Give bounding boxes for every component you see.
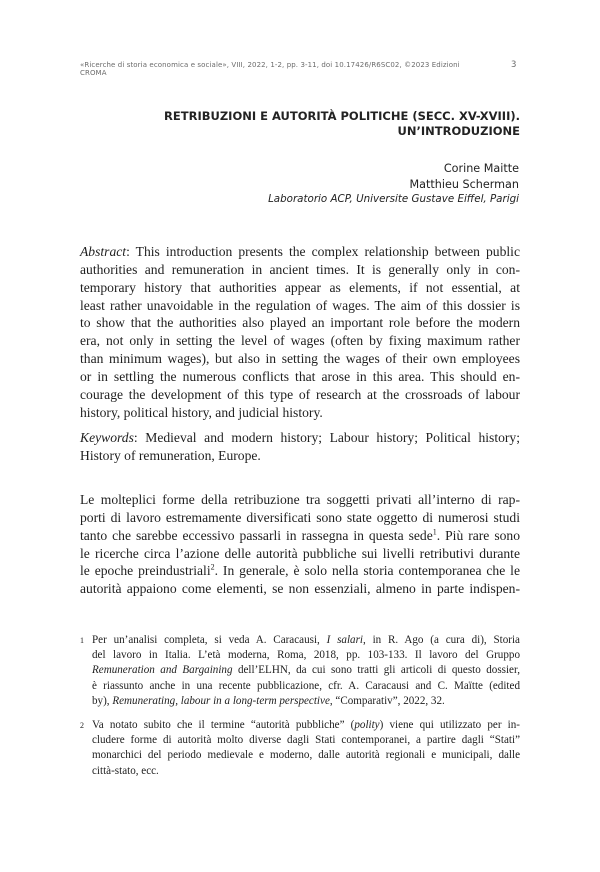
body-line	[80, 527, 520, 545]
abstract-text: era, not only in setting the level of wages (often by fixing maximum rather	[80, 333, 520, 349]
abstract-label: Abstract	[80, 244, 127, 259]
body-fragment: . In generale, è solo nella storia contemporanea che le	[214, 563, 520, 579]
footnote-fragment: Remunerating, labour in a long-term perspective	[112, 694, 330, 707]
footnote-line: monarchici del periodo medievale e moderno, dalle autorità regionali e municipali, dalle	[92, 749, 520, 762]
body-line: autorità appaiono come elementi, se non essenziali, almeno in parte indispen-	[80, 581, 520, 597]
abstract	[80, 243, 520, 421]
footnote-line: è riassunto anche in una recente pubblicazione, cfr. A. Caracausi and C. Maïtte (edited	[92, 679, 520, 692]
abstract-text: history, political history, and judicial history.	[80, 404, 323, 420]
body-fragment: . Più rare sono	[436, 527, 520, 543]
abstract-text: : This introduction presents the complex relationship between public	[126, 244, 520, 259]
keywords-text: History of remuneration, Europe.	[80, 447, 261, 463]
body-line	[80, 562, 520, 580]
keywords-text: : Medieval and modern history; Labour history; Political history;	[133, 430, 520, 445]
abstract-text: courage the development of this type of research at the crossroads of labour	[80, 386, 520, 402]
body-line: le ricerche circa l’azione delle autorità pubbliche sui livelli retributivi durante	[80, 545, 520, 561]
footnote-line: del lavoro in Italia. L’età moderna, Roma, 2018, pp. 103-133. Il lavoro del Gruppo	[92, 649, 520, 662]
footnote-fragment: , in R. Ago (a cura di), Storia	[363, 634, 520, 646]
footnote-ref-1[interactable]: 1	[432, 527, 437, 537]
footnote-fragment: , “Comparativ”, 2022, 32.	[329, 694, 445, 707]
body-fragment: le epoche preindustriali	[80, 563, 211, 579]
author-name: Corine Maitte	[443, 162, 519, 175]
footnote-2	[80, 718, 520, 779]
footnote-fragment: by),	[92, 694, 113, 707]
abstract-text: or in settling the numerous conflicts that arose in this area. This should en-	[80, 368, 520, 384]
title-line: UN’INTRODUZIONE	[397, 124, 520, 138]
keywords	[80, 429, 520, 465]
author-affiliation: Laboratorio ACP, Universite Gustave Eiffel, Parigi	[268, 193, 519, 205]
running-head: «Ricerche di storia economica e sociale», VIII, 2022, 1-2, pp. 3-11, doi 10.17426/R6SC02, ©2023 Edizioni CROMA	[80, 61, 460, 77]
footnote-fragment: I salari	[326, 634, 363, 646]
footnote-fragment: dell’ELHN, da cui sono tratti gli articoli di questo dossier,	[232, 664, 521, 677]
footnote-ref-2[interactable]: 2	[210, 562, 215, 572]
abstract-text: to show that the authorities also played an important role before the modern	[80, 315, 520, 331]
footnote-number: 1	[80, 636, 84, 645]
author-name: Matthieu Scherman	[409, 177, 519, 191]
abstract-text: least rather unavoidable in the regulation of wages. The aim of this dossier is	[80, 297, 520, 313]
abstract-text: than minimum wages), but also in setting the wages of their own employees	[80, 351, 520, 367]
page-number: 3	[511, 60, 517, 70]
footnote-fragment: polity	[354, 719, 380, 731]
footnote-fragment: ) viene qui utilizzato per in-	[379, 719, 520, 731]
footnote-fragment: Remuneration and Bargaining	[92, 664, 233, 677]
title-line: RETRIBUZIONI E AUTORITÀ POLITICHE (SECC. XV-XVIII).	[164, 109, 520, 123]
footnote-1	[80, 633, 520, 709]
article-title	[80, 109, 520, 139]
body-line: porti di lavoro estremamente diversificati sono state oggetto di numerosi studi	[80, 509, 520, 525]
body-text	[80, 491, 520, 598]
body-line: Le molteplici forme della retribuzione tra soggetti privati all’interno di rap-	[80, 492, 520, 507]
keywords-label: Keywords	[80, 430, 134, 445]
author-block	[80, 161, 519, 208]
abstract-text: authorities and remuneration in ancient times. It is generally only in con-	[80, 261, 520, 277]
footnote-number: 2	[80, 721, 84, 730]
footnote-fragment: Va notato subito che il termine “autorità pubbliche” (	[92, 719, 355, 731]
footnote-fragment: Per un’analisi completa, si veda A. Caracausi,	[92, 634, 327, 646]
footnote-line: cludere forme di autorità molto diverse dagli Stati contemporanei, a partire dagli “Stati”	[92, 734, 520, 747]
footnote-line: città-stato, ecc.	[92, 764, 159, 777]
body-fragment: tanto che sarebbe eccessivo passarli in rassegna in questa sede	[80, 527, 433, 543]
abstract-text: temporary history that authorities appear as elements, if not essential, at	[80, 279, 520, 295]
